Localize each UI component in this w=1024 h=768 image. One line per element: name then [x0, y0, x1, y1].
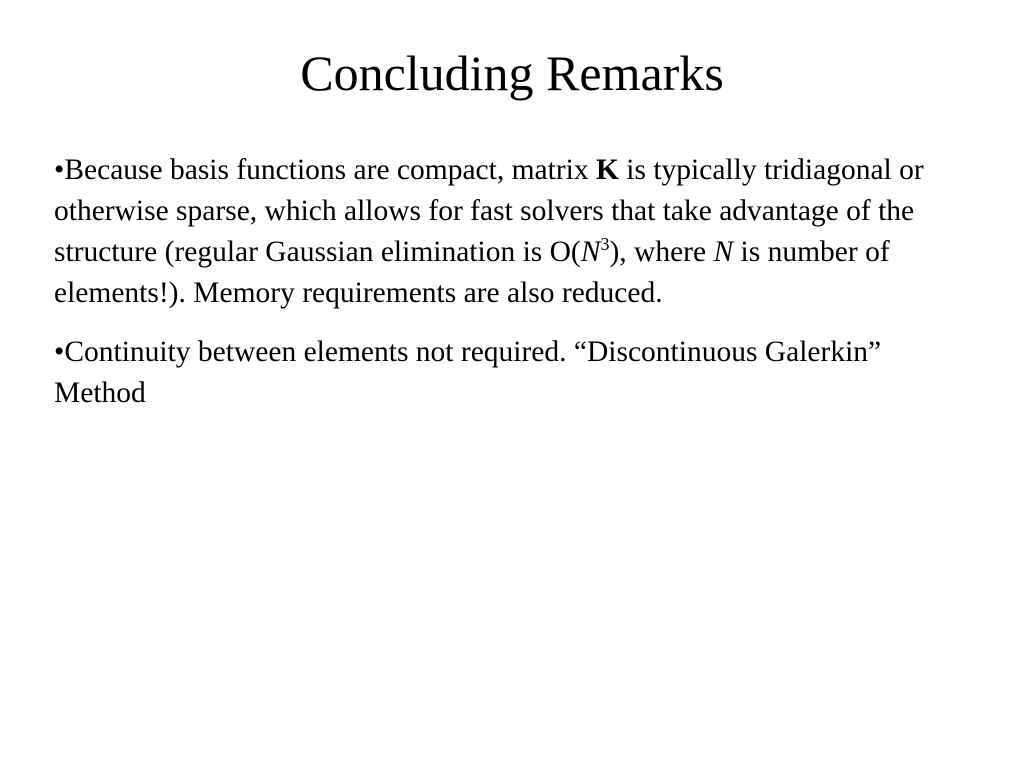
bullet-text-part-1: Because basis functions are compact, matrix	[64, 154, 596, 186]
bullet-text-part-2: is typically tridiagonal or otherwise sparse, which allows for fast solvers that take advantage of the structure (regular Gaussian elimination is O(	[54, 154, 924, 268]
bullet-list	[54, 150, 974, 432]
bullet-marker: •	[54, 154, 65, 186]
n-symbol: N	[580, 236, 601, 268]
bullet-continuity	[54, 332, 974, 414]
exponent: 3	[600, 234, 610, 255]
slide-title: Concluding Remarks	[300, 45, 724, 101]
bullet-marker: •	[54, 336, 65, 368]
bullet-text: Continuity between elements not required. “Discontinuous Galerkin” Method	[54, 336, 882, 409]
bullet-sparse-matrix	[54, 150, 974, 314]
n-symbol-2: N	[713, 236, 734, 268]
matrix-k-symbol: K	[595, 154, 619, 186]
bullet-text-part-3: ), where	[609, 236, 714, 268]
bullet-text-part-4: is number of elements!). Memory requirements are also reduced.	[54, 236, 890, 309]
